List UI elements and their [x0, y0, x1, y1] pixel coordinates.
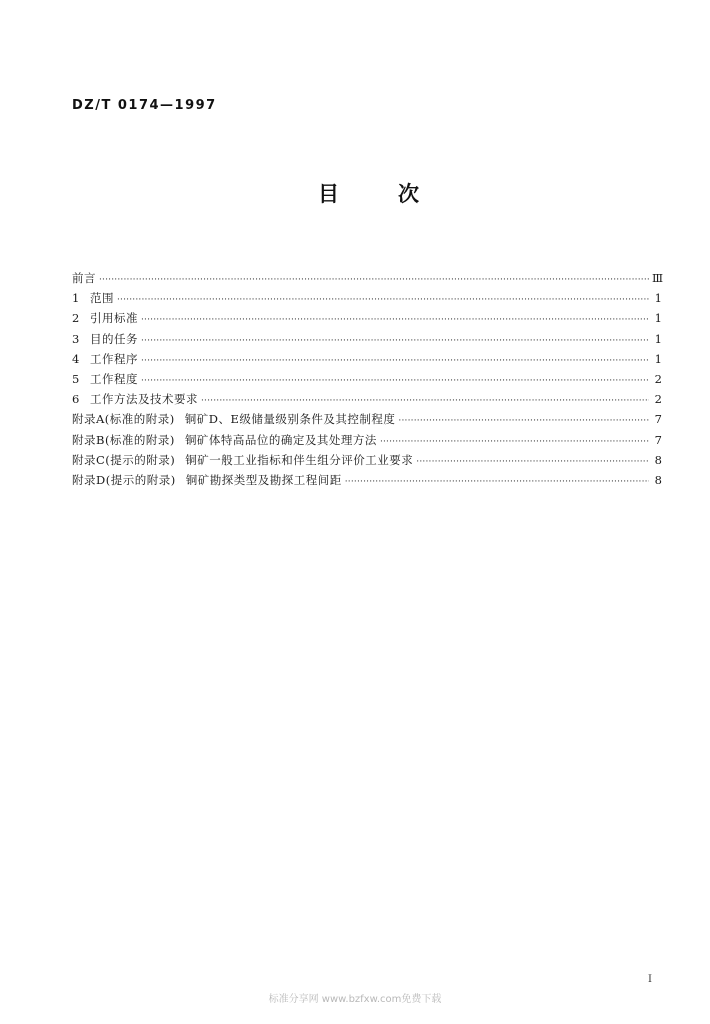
- toc-entry-label: 工作方法及技术要求: [90, 392, 198, 407]
- toc-leader-dots: [141, 310, 649, 330]
- toc-entry-appendix-c[interactable]: [72, 450, 662, 470]
- toc-entry-page: 1: [654, 311, 662, 326]
- title-char-2: 次: [398, 182, 419, 206]
- toc-leader-dots: [380, 432, 649, 452]
- toc-leader-dots: [141, 371, 649, 391]
- toc-entry-label: 范围: [90, 291, 114, 306]
- toc-entry-page: 1: [654, 291, 662, 306]
- toc-entry-page: 1: [654, 331, 662, 346]
- toc-entry-label: 附录A(标准的附录): [72, 412, 175, 427]
- watermark-text: 标准分享网 www.bzfxw.com免费下载: [268, 994, 442, 1005]
- toc-entry-page: 2: [654, 371, 662, 386]
- toc-entry-references[interactable]: [72, 308, 662, 328]
- page-title: [0, 178, 710, 208]
- toc-leader-dots: [99, 270, 649, 290]
- standard-code: DZ/T 0174—1997: [72, 98, 217, 113]
- toc-entry-page: Ⅲ: [652, 271, 664, 285]
- toc-entry-subtitle: 铜矿体特高品位的确定及其处理方法: [184, 432, 377, 447]
- toc-entry-number: 2: [72, 311, 80, 326]
- toc-entry-number: 5: [72, 371, 80, 386]
- toc-entry-scope[interactable]: [72, 288, 662, 308]
- toc-leader-dots: [201, 391, 649, 411]
- toc-leader-dots: [141, 331, 649, 351]
- toc-leader-dots: [141, 351, 649, 371]
- toc-entry-subtitle: 铜矿一般工业指标和伴生组分评价工业要求: [185, 452, 414, 467]
- toc-entry-page: 7: [654, 432, 662, 447]
- toc-entry-number: 6: [72, 392, 80, 407]
- toc-leader-dots: [398, 411, 649, 431]
- toc-entry-page: 2: [654, 392, 662, 407]
- toc-entry-label: 工作程度: [90, 371, 138, 386]
- toc-entry-objectives[interactable]: [72, 329, 662, 349]
- toc-entry-label: 引用标准: [90, 311, 138, 326]
- toc-entry-page: 1: [654, 351, 662, 366]
- toc-entry-number: 3: [72, 331, 80, 346]
- toc-entry-methods[interactable]: [72, 389, 662, 409]
- toc-entry-appendix-a[interactable]: [72, 409, 662, 429]
- page-number: Ⅰ: [648, 974, 652, 985]
- toc-entry-appendix-b[interactable]: [72, 430, 662, 450]
- toc-entry-label: 目的任务: [90, 331, 138, 346]
- toc-entry-foreword[interactable]: [72, 268, 662, 288]
- toc-entry-label: 附录D(提示的附录): [72, 472, 176, 487]
- toc-leader-dots: [345, 472, 649, 492]
- toc-leader-dots: [416, 452, 649, 472]
- toc-entry-page: 8: [654, 472, 662, 487]
- toc-entry-degree[interactable]: [72, 369, 662, 389]
- toc-entry-label: 工作程序: [90, 351, 138, 366]
- toc-entry-number: 4: [72, 351, 80, 366]
- toc-entry-page: 8: [654, 452, 662, 467]
- toc-entry-page: 7: [654, 412, 662, 427]
- toc-leader-dots: [117, 290, 649, 310]
- toc-entry-number: 1: [72, 291, 80, 306]
- toc-entry-appendix-d[interactable]: [72, 470, 662, 490]
- table-of-contents: [72, 268, 662, 490]
- toc-entry-subtitle: 铜矿D、E级储量级别条件及其控制程度: [184, 412, 396, 427]
- toc-entry-label: 附录C(提示的附录): [72, 452, 176, 467]
- toc-entry-subtitle: 铜矿勘探类型及勘探工程间距: [185, 472, 342, 487]
- toc-entry-procedure[interactable]: [72, 349, 662, 369]
- toc-entry-label: 前言: [72, 271, 96, 285]
- toc-entry-label: 附录B(标准的附录): [72, 432, 175, 447]
- title-char-1: 目: [318, 182, 339, 206]
